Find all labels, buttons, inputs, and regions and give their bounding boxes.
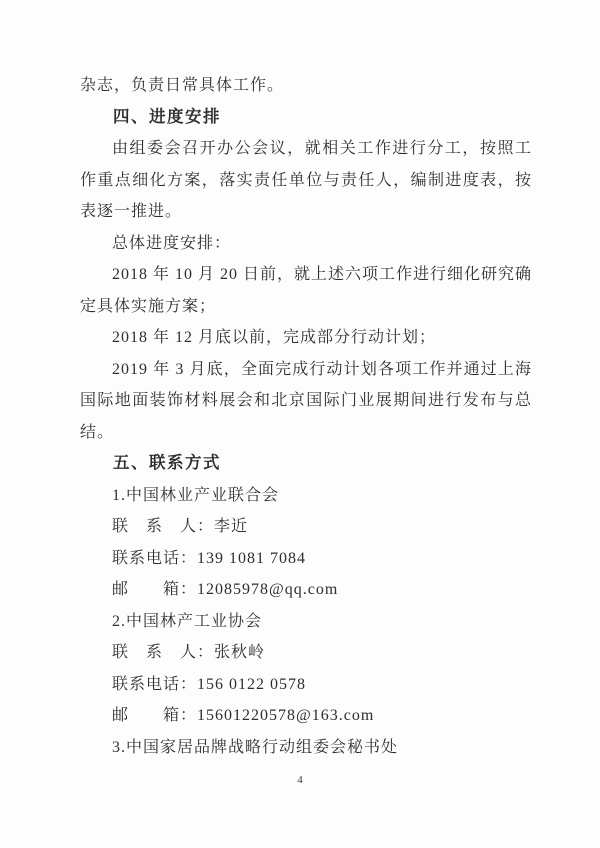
- contact-org-3: 3.中国家居品牌战略行动组委会秘书处: [112, 738, 399, 756]
- document-body: [80, 70, 532, 763]
- paragraph-milestone-mar-2019: 2019 年 3 月底，全面完成行动计划各项工作并通过上海国际地面装饰材料展会和北京国际门业展期间进行发布与总结。: [80, 360, 532, 441]
- page-number: 4: [297, 774, 303, 786]
- contact-phone-1: 联系电话：139 1081 7084: [112, 549, 307, 567]
- paragraph-overall-schedule-label: 总体进度安排：: [112, 234, 232, 252]
- contact-person-2: 联 系 人：张秋岭: [112, 644, 266, 661]
- contact-org-2: 2.中国林产工业协会: [112, 612, 263, 630]
- contact-phone-2: 联系电话：156 0122 0578: [112, 675, 307, 693]
- contact-email-1: 邮 箱：12085978@qq.com: [112, 581, 339, 598]
- section-heading-schedule: 四、进度安排: [113, 107, 221, 126]
- paragraph-milestone-dec-2018: 2018 年 12 月底以前，完成部分行动计划；: [112, 329, 437, 346]
- contact-org-1: 1.中国林业产业联合会: [112, 486, 280, 504]
- contact-person-1: 联 系 人：李近: [112, 518, 249, 535]
- section-heading-contact: 五、联系方式: [113, 454, 221, 472]
- paragraph-milestone-oct-2018: 2018 年 10 月 20 日前，就上述六项工作进行细化研究确定具体实施方案；: [80, 266, 533, 315]
- contact-email-2: 邮 箱：15601220578@163.com: [112, 707, 375, 724]
- paragraph-schedule-intro: 由组委会召开办公会议，就相关工作进行分工，按照工作重点细化方案，落实责任单位与责任人，编制进度表，按表逐一推进。: [80, 140, 532, 220]
- paragraph-continuation: 杂志，负责日常具体工作。: [80, 77, 285, 94]
